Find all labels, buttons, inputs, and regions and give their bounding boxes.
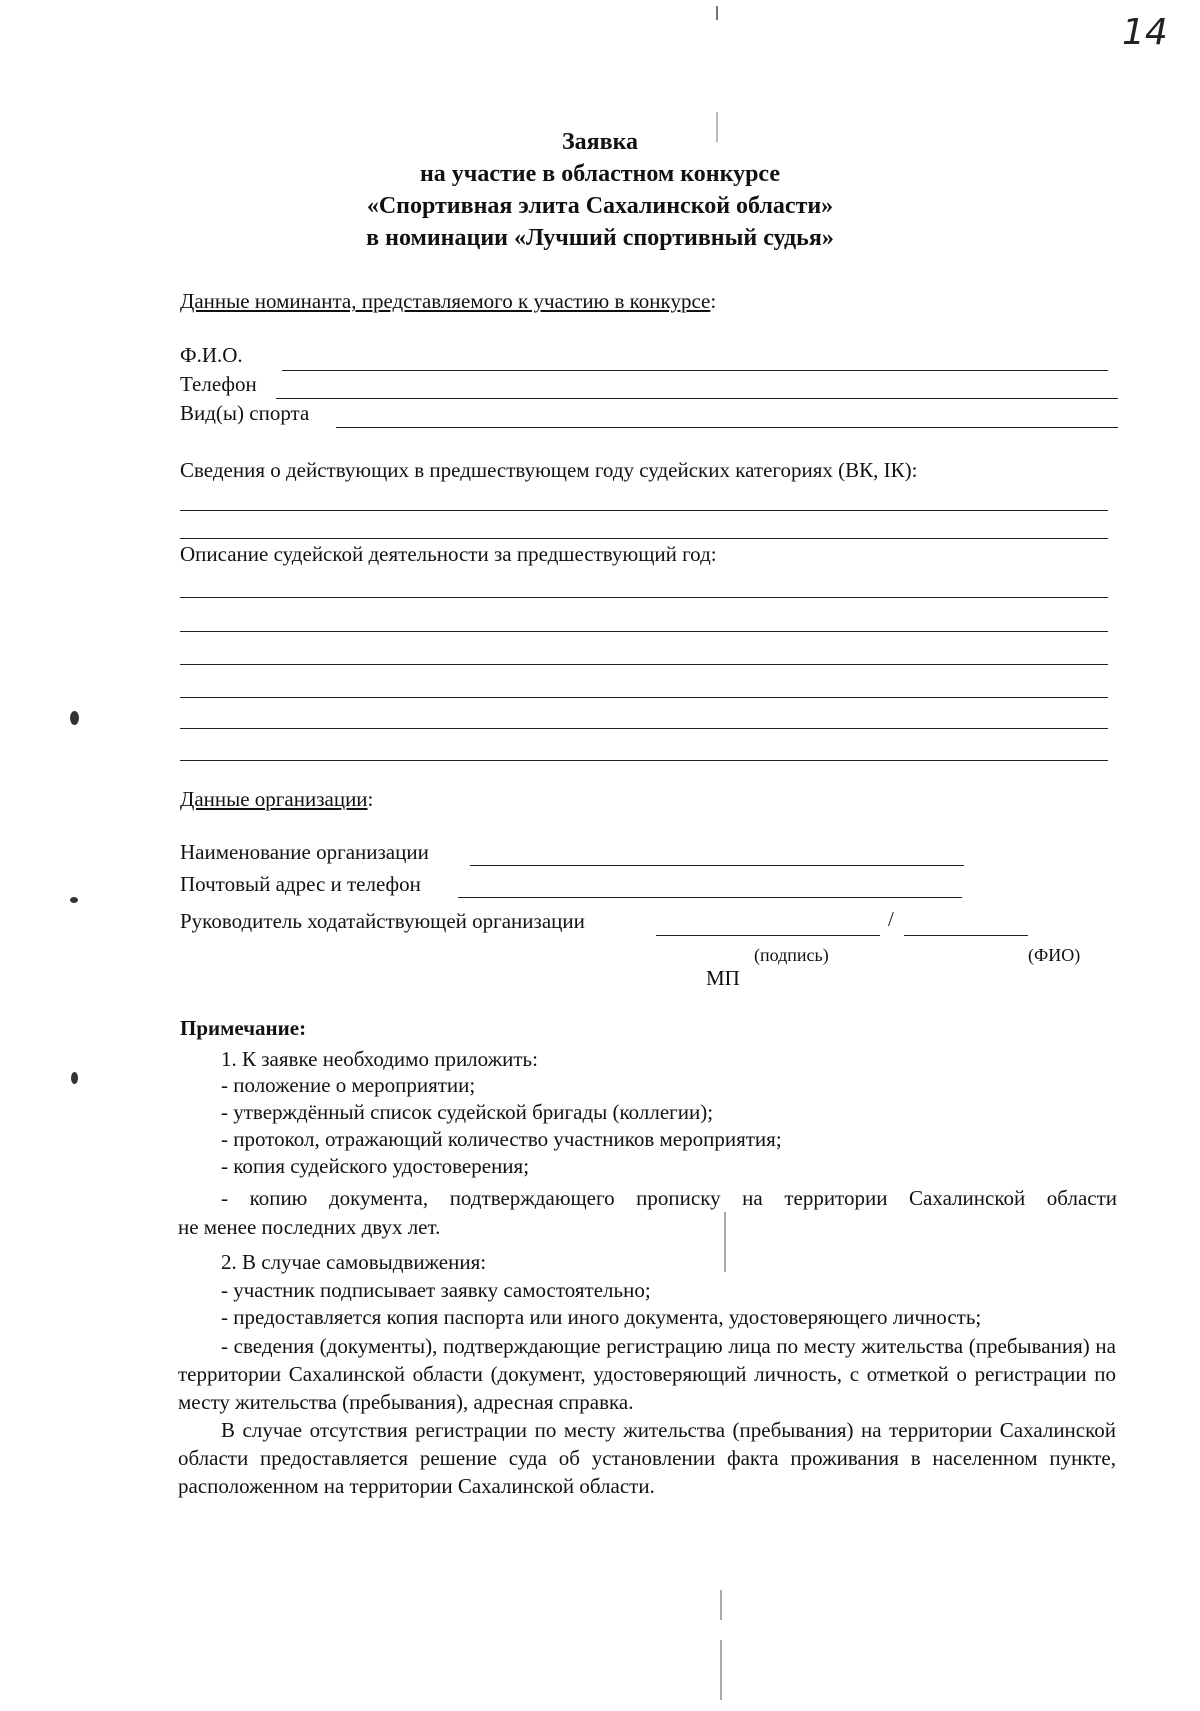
sport-label: Вид(ы) спорта bbox=[180, 401, 310, 425]
note-p1: 1. К заявке необходимо приложить: bbox=[221, 1047, 538, 1071]
categories-label: Сведения о действующих в предшествующем году судейских категориях (ВК, IК): bbox=[180, 458, 918, 482]
nominee-heading-colon: : bbox=[710, 289, 717, 313]
note-heading: Примечание: bbox=[180, 1016, 307, 1040]
fio-caption: (ФИО) bbox=[1028, 945, 1081, 965]
note-p1-item-1: - положение о мероприятии; bbox=[221, 1073, 476, 1097]
scan-mark bbox=[716, 112, 718, 142]
signature-caption: (подпись) bbox=[754, 945, 829, 965]
nominee-heading-text: Данные номинанта, представляемого к участию в конкурсе bbox=[180, 289, 711, 313]
document-title bbox=[0, 126, 1200, 254]
title-line-4: в номинации «Лучший спортивный судья» bbox=[366, 225, 834, 251]
note-p1-item-5-line-2: не менее последних двух лет. bbox=[178, 1215, 441, 1239]
note-p2-item-3: - сведения (документы), подтверждающие регистрацию лица по месту жительства (пребывания) на территории Сахалинской области (документ, удостоверяющий личность, с отметкой о регистрации по месту жительства (пребывания), адресная справка. bbox=[178, 1334, 1116, 1414]
title-line-3: «Спортивная элита Сахалинской области» bbox=[366, 193, 834, 219]
org-address-label: Почтовый адрес и телефон bbox=[180, 872, 421, 896]
scan-speck bbox=[70, 897, 78, 903]
scan-mark bbox=[724, 1212, 726, 1272]
page-number: 14 bbox=[1122, 12, 1168, 53]
sport-field-line[interactable] bbox=[336, 427, 1118, 428]
note-p1-item-2: - утверждённый список судейской бригады (коллегии); bbox=[221, 1100, 714, 1124]
activity-field-line-5[interactable] bbox=[180, 728, 1108, 729]
scan-speck bbox=[71, 1072, 78, 1084]
note-p1-item-3: - протокол, отражающий количество участников мероприятия; bbox=[221, 1127, 782, 1151]
note-p1-item-4: - копия судейского удостоверения; bbox=[221, 1154, 530, 1178]
fio-label: Ф.И.О. bbox=[180, 343, 243, 367]
scan-mark bbox=[720, 1640, 722, 1700]
stamp-label: МП bbox=[706, 966, 740, 990]
activity-field-line-4[interactable] bbox=[180, 697, 1108, 698]
org-head-label: Руководитель ходатайствующей организации bbox=[180, 909, 585, 933]
title-line-1: Заявка bbox=[561, 129, 639, 155]
note-p1-item-5-line-1: - копию документа, подтверждающего прописку на территории Сахалинской области bbox=[221, 1186, 1117, 1210]
phone-field-line[interactable] bbox=[276, 398, 1118, 399]
fio-field-line[interactable] bbox=[282, 370, 1108, 371]
organization-heading bbox=[180, 786, 373, 812]
title-line-2: на участие в областном конкурсе bbox=[419, 161, 781, 187]
note-p2-item-1: - участник подписывает заявку самостоятельно; bbox=[221, 1278, 651, 1302]
note-p2: 2. В случае самовыдвижения: bbox=[221, 1250, 487, 1274]
org-name-label: Наименование организации bbox=[180, 840, 429, 864]
org-address-field-line[interactable] bbox=[458, 897, 962, 898]
activity-field-line-1[interactable] bbox=[180, 597, 1108, 598]
org-name-field-line[interactable] bbox=[470, 865, 964, 866]
head-fio-field-line[interactable] bbox=[904, 935, 1028, 936]
signature-field-line[interactable] bbox=[656, 935, 880, 936]
slash-separator: / bbox=[888, 907, 894, 931]
categories-field-line-2[interactable] bbox=[180, 538, 1108, 539]
nominee-heading bbox=[180, 288, 716, 314]
scan-mark bbox=[720, 1590, 722, 1620]
note-p3: В случае отсутствия регистрации по месту жительства (пребывания) на территории Сахалинской области предоставляется решение суда об установлении факта проживания в населенном пункте, расположенном на территории Сахалинской области. bbox=[178, 1418, 1116, 1498]
organization-heading-colon: : bbox=[367, 787, 374, 811]
activity-field-line-3[interactable] bbox=[180, 664, 1108, 665]
activity-field-line-6[interactable] bbox=[180, 760, 1108, 761]
scan-mark bbox=[716, 6, 718, 20]
activity-field-line-2[interactable] bbox=[180, 631, 1108, 632]
scan-speck bbox=[70, 711, 79, 725]
phone-label: Телефон bbox=[180, 372, 257, 396]
categories-field-line-1[interactable] bbox=[180, 510, 1108, 511]
note-p2-item-2: - предоставляется копия паспорта или иного документа, удостоверяющего личность; bbox=[221, 1305, 982, 1329]
organization-heading-text: Данные организации bbox=[180, 787, 368, 811]
activity-label: Описание судейской деятельности за предшествующий год: bbox=[180, 542, 717, 566]
